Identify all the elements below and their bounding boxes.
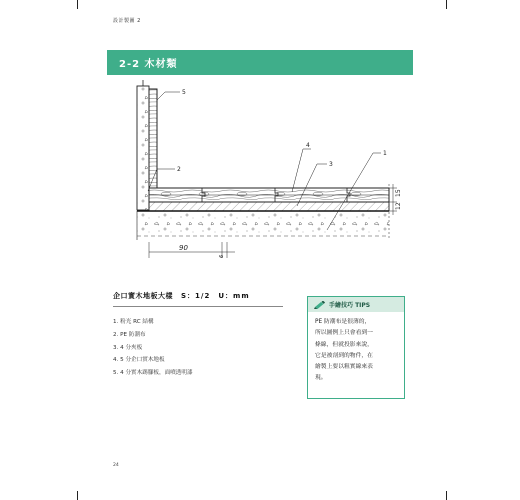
crop-mark xyxy=(446,0,447,9)
legend-item: 1. 粉光 RC 結構 xyxy=(113,319,154,325)
callout-3: 3 xyxy=(329,161,333,168)
legend-item: 5. 4 分實木踢腳板，面噴透明漆 xyxy=(113,370,193,377)
dimension-side: 6 xyxy=(219,254,225,258)
callout-2: 2 xyxy=(177,166,181,173)
page-number: 24 xyxy=(113,463,119,468)
detail-title xyxy=(113,291,250,301)
crop-mark xyxy=(77,491,78,500)
section-banner xyxy=(107,50,413,75)
legend-item: 2. PE 防潮布 xyxy=(113,331,146,338)
dimension-top: 15 xyxy=(395,189,402,197)
tips-label: 手繪技巧 TIPS xyxy=(329,302,371,309)
material-legend xyxy=(113,316,193,380)
legend-item: 4. 5 分企口實木地板 xyxy=(113,357,165,364)
plywood-layer xyxy=(149,202,389,211)
callout-1: 1 xyxy=(383,150,387,157)
crop-mark xyxy=(446,491,447,500)
dimension-bottom: 12 xyxy=(395,202,402,210)
crop-mark xyxy=(77,0,78,9)
pencil-icon xyxy=(314,301,325,309)
legend-item: 3. 4 分夾板 xyxy=(113,344,143,351)
rc-slab xyxy=(137,212,389,236)
tips-body: PE 防潮布是很薄的， 所以圖例上只會看到一 條線，但就投影來說， 它是被剖到的物件，在 繪製上要以粗實線來表 現。 xyxy=(315,319,373,382)
title-divider xyxy=(113,306,283,307)
rc-wall xyxy=(137,86,149,210)
floor-detail-drawing xyxy=(107,80,413,270)
tips-box xyxy=(307,296,405,399)
tips-header xyxy=(308,297,404,312)
section-title: 2-2 木材類 xyxy=(119,59,178,70)
detail-name: 企口實木地板大樣 xyxy=(113,292,173,300)
skirting-board xyxy=(149,89,157,188)
callout-4: 4 xyxy=(306,142,310,149)
detail-scale: S：1/2 U：mm xyxy=(181,292,250,300)
dimension-width: 90 xyxy=(179,244,188,252)
callout-5: 5 xyxy=(182,89,186,96)
running-header: 設計製圖 2 xyxy=(113,18,141,24)
